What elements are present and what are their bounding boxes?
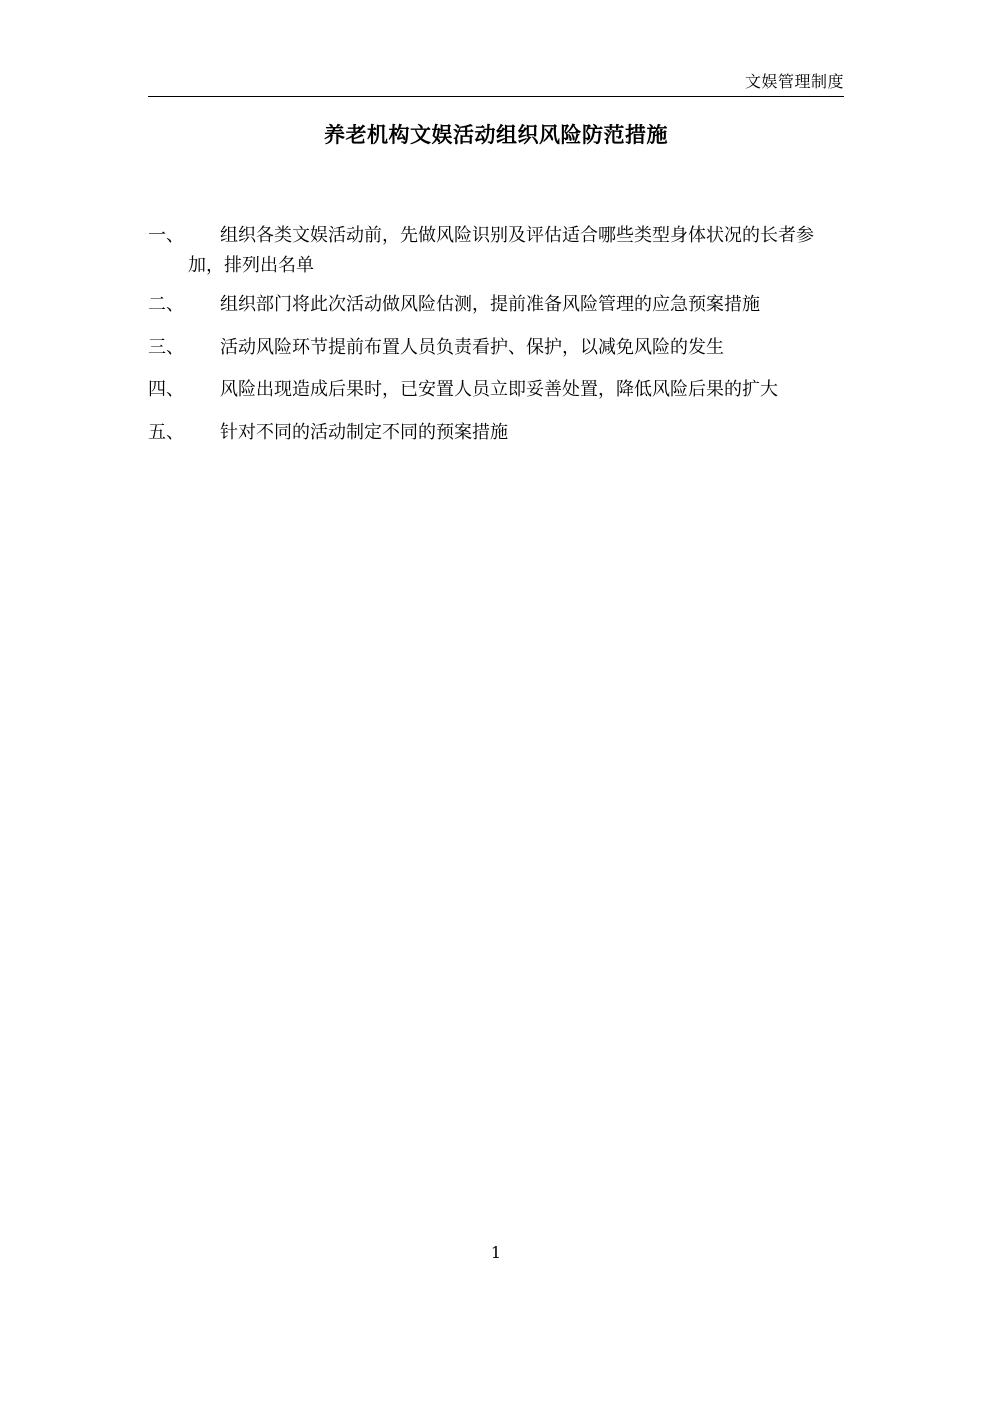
list-item-text: 组织部门将此次活动做风险估测，提前准备风险管理的应急预案措施 [220, 294, 760, 315]
list-item [148, 221, 848, 281]
list-item-text: 组织各类文娱活动前，先做风险识别及评估适合哪些类型身体状况的长者参加，排列出名单 [188, 225, 814, 276]
list-item-number: 二、 [148, 294, 184, 315]
list-item-text: 风险出现造成后果时，已安置人员立即妥善处置，降低风险后果的扩大 [220, 379, 778, 400]
list-item-number: 一、 [148, 225, 184, 246]
page-number: 1 [490, 1243, 502, 1262]
list-item-text: 针对不同的活动制定不同的预案措施 [220, 422, 508, 443]
list-item-text: 活动风险环节提前布置人员负责看护、保护，以减免风险的发生 [220, 337, 724, 358]
list-item-number: 三、 [148, 337, 184, 358]
header-title: 文娱管理制度 [744, 72, 844, 91]
list-item-number: 五、 [148, 422, 184, 443]
list-item [148, 418, 848, 448]
page-header [148, 70, 844, 97]
document-title: 养老机构文娱活动组织风险防范措施 [324, 123, 668, 147]
list-item [148, 333, 848, 363]
list-item [148, 290, 848, 320]
list-item [148, 375, 848, 405]
list-item-number: 四、 [148, 379, 184, 400]
